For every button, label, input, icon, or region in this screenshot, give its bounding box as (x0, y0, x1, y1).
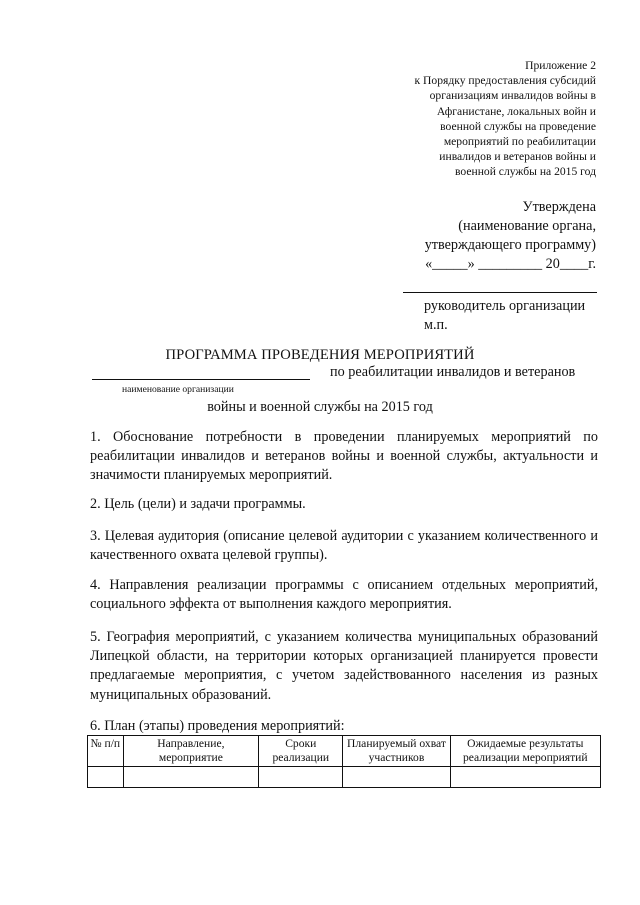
organization-name-underline (92, 379, 310, 380)
appendix-line: Приложение 2 (525, 59, 596, 72)
appendix-line: военной службы на проведение (440, 119, 596, 133)
program-title-end: войны и военной службы на 2015 год (207, 399, 433, 415)
table-cell (259, 767, 343, 788)
section-geography: 5. География мероприятий, с указанием количества муниципальных образований Липецкой области, на территории которых организацией планируется провести предлагаемые мероприятия, с учетом задействованного населения из разных муниципальных образований. (90, 629, 598, 703)
signature-block (424, 297, 585, 335)
plan-table (87, 735, 601, 788)
table-cell (343, 767, 450, 788)
approval-line: Утверждена (522, 199, 596, 215)
section-justification: 1. Обоснование потребности в проведении планируемых мероприятий по реабилитации инвалидов и ветеранов войны и военной службы, актуальности и значимости планируемых мероприятий. (90, 429, 598, 484)
signature-role: руководитель организации (424, 298, 586, 314)
appendix-line: мероприятий по реабилитации (443, 135, 596, 149)
program-title-continuation: по реабилитации инвалидов и ветеранов (330, 364, 576, 380)
table-header-row (88, 736, 601, 767)
section-directions: 4. Направления реализации программы с описанием отдельных мероприятий, социального эффекта от выполнения каждого мероприятия. (90, 577, 598, 613)
approval-block (336, 198, 596, 274)
organization-name-caption: наименование организации (122, 384, 234, 395)
table-cell (450, 767, 600, 788)
appendix-line: к Порядку предоставления субсидий (414, 74, 596, 88)
section-plan: 6. План (этапы) проведения мероприятий: (90, 718, 345, 734)
section-goals: 2. Цель (цели) и задачи программы. (90, 496, 306, 512)
appendix-line: инвалидов и ветеранов войны и (439, 150, 596, 164)
appendix-line: военной службы на 2015 год (455, 165, 596, 179)
table-cell (88, 767, 124, 788)
approval-line: (наименование органа, (458, 218, 596, 234)
appendix-line: Афганистане, локальных войн и (436, 104, 596, 118)
table-cell (123, 767, 258, 788)
stamp-place: м.п. (424, 317, 448, 333)
appendix-header (356, 58, 596, 180)
section-target-audience: 3. Целевая аудитория (описание целевой аудитории с указанием количественного и качественного охвата целевой группы). (90, 528, 598, 564)
appendix-line: организациям инвалидов войны в (429, 89, 596, 103)
column-header-results: Ожидаемые результаты реализации мероприятий (450, 736, 600, 767)
approval-line: утверждающего программу) (424, 237, 596, 253)
table-row (88, 767, 601, 788)
signature-underline (403, 292, 597, 293)
approval-date-line: «_____» _________ 20____г. (425, 256, 596, 272)
column-header-timeline: Сроки реализации (259, 736, 343, 767)
column-header-number: № п/п (88, 736, 124, 767)
column-header-activity: Направление, мероприятие (123, 736, 258, 767)
column-header-coverage: Планируемый охват участников (343, 736, 450, 767)
program-title: ПРОГРАММА ПРОВЕДЕНИЯ МЕРОПРИЯТИЙ (165, 347, 475, 363)
